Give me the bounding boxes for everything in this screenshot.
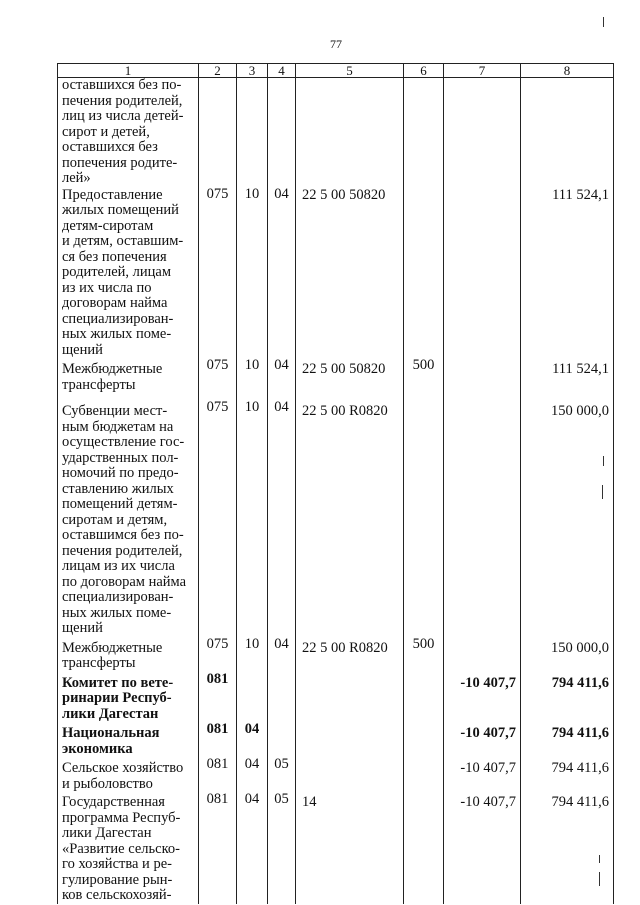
col-header-1: 1 xyxy=(58,64,199,78)
target-article xyxy=(296,722,404,757)
change-amount xyxy=(444,400,521,637)
col-header-3: 3 xyxy=(237,64,268,78)
section-code: 04 xyxy=(237,722,268,757)
row-name: Субвенции мест- ным бюджетам на осуществление гос- ударственных пол- номочий по предо- ставлению жилых помещений детям- сиротам и детям, оставшимся без по- печения родителей, лицам из их числа по договорам найма специализирован- ных жилых поме- щений xyxy=(58,400,199,637)
total-amount: 150 000,0 xyxy=(521,637,614,672)
ministry-code: 075 xyxy=(199,358,237,400)
table-row xyxy=(58,757,614,792)
target-article xyxy=(296,757,404,792)
expense-type xyxy=(404,757,444,792)
target-article: 14 xyxy=(296,792,404,904)
ministry-code: 081 xyxy=(199,792,237,904)
section-code xyxy=(237,78,268,187)
table-row xyxy=(58,187,614,359)
change-amount xyxy=(444,358,521,400)
expense-type xyxy=(404,722,444,757)
total-amount: 111 524,1 xyxy=(521,358,614,400)
section-code xyxy=(237,672,268,723)
ministry-code: 075 xyxy=(199,637,237,672)
total-amount: 111 524,1 xyxy=(521,187,614,359)
section-code: 04 xyxy=(237,792,268,904)
section-code: 10 xyxy=(237,187,268,359)
subsection-code: 04 xyxy=(268,358,296,400)
expense-type xyxy=(404,672,444,723)
total-amount: 150 000,0 xyxy=(521,400,614,637)
subsection-code: 04 xyxy=(268,187,296,359)
expense-type xyxy=(404,400,444,637)
table-row xyxy=(58,672,614,723)
section-code: 10 xyxy=(237,400,268,637)
col-header-2: 2 xyxy=(199,64,237,78)
scan-artifact xyxy=(599,855,600,863)
table-row xyxy=(58,358,614,400)
target-article: 22 5 00 R0820 xyxy=(296,400,404,637)
col-header-4: 4 xyxy=(268,64,296,78)
section-code: 10 xyxy=(237,637,268,672)
col-header-7: 7 xyxy=(444,64,521,78)
expense-type xyxy=(404,78,444,187)
ministry-code: 075 xyxy=(199,400,237,637)
scan-artifact xyxy=(599,872,600,886)
ministry-code: 081 xyxy=(199,722,237,757)
row-name: Сельское хозяйство и рыболовство xyxy=(58,757,199,792)
row-name: Межбюджетные трансферты xyxy=(58,358,199,400)
budget-table xyxy=(57,63,614,904)
total-amount xyxy=(521,78,614,187)
change-amount xyxy=(444,187,521,359)
change-amount: -10 407,7 xyxy=(444,792,521,904)
row-name: Комитет по вете- ринарии Респуб- лики Дагестан xyxy=(58,672,199,723)
expense-type xyxy=(404,792,444,904)
subsection-code xyxy=(268,672,296,723)
change-amount xyxy=(444,637,521,672)
total-amount: 794 411,6 xyxy=(521,757,614,792)
change-amount: -10 407,7 xyxy=(444,757,521,792)
table-row xyxy=(58,637,614,672)
row-name: Предоставление жилых помещений детям-сиротам и детям, оставшим- ся без попечения родителей, лицам из их числа по договорам найма специализирован- ных жилых поме- щений xyxy=(58,187,199,359)
subsection-code xyxy=(268,78,296,187)
subsection-code xyxy=(268,722,296,757)
scan-artifact xyxy=(603,456,604,466)
row-name: Национальная экономика xyxy=(58,722,199,757)
change-amount xyxy=(444,78,521,187)
col-header-8: 8 xyxy=(521,64,614,78)
table-row xyxy=(58,792,614,904)
target-article: 22 5 00 R0820 xyxy=(296,637,404,672)
expense-type: 500 xyxy=(404,637,444,672)
col-header-5: 5 xyxy=(296,64,404,78)
ministry-code xyxy=(199,78,237,187)
ministry-code: 075 xyxy=(199,187,237,359)
header-row xyxy=(58,64,614,78)
table-row xyxy=(58,400,614,637)
subsection-code: 05 xyxy=(268,792,296,904)
row-name: Государственная программа Респуб- лики Дагестан «Развитие сельско- го хозяйства и ре- гулирование рын- ков сельскохозяй- xyxy=(58,792,199,904)
target-article xyxy=(296,672,404,723)
ministry-code: 081 xyxy=(199,757,237,792)
change-amount: -10 407,7 xyxy=(444,722,521,757)
table-row xyxy=(58,722,614,757)
subsection-code: 04 xyxy=(268,400,296,637)
row-name: оставшихся без по- печения родителей, лиц из числа детей- сирот и детей, оставшихся без попечения родите- лей» xyxy=(58,78,199,187)
subsection-code: 05 xyxy=(268,757,296,792)
total-amount: 794 411,6 xyxy=(521,722,614,757)
scan-artifact xyxy=(602,485,603,499)
col-header-6: 6 xyxy=(404,64,444,78)
expense-type xyxy=(404,187,444,359)
ministry-code: 081 xyxy=(199,672,237,723)
section-code: 10 xyxy=(237,358,268,400)
total-amount: 794 411,6 xyxy=(521,672,614,723)
total-amount: 794 411,6 xyxy=(521,792,614,904)
subsection-code: 04 xyxy=(268,637,296,672)
page-number: 77 xyxy=(330,37,342,51)
scan-artifact xyxy=(603,17,604,27)
change-amount: -10 407,7 xyxy=(444,672,521,723)
row-name: Межбюджетные трансферты xyxy=(58,637,199,672)
target-article: 22 5 00 50820 xyxy=(296,187,404,359)
table-row xyxy=(58,78,614,187)
target-article: 22 5 00 50820 xyxy=(296,358,404,400)
section-code: 04 xyxy=(237,757,268,792)
target-article xyxy=(296,78,404,187)
expense-type: 500 xyxy=(404,358,444,400)
